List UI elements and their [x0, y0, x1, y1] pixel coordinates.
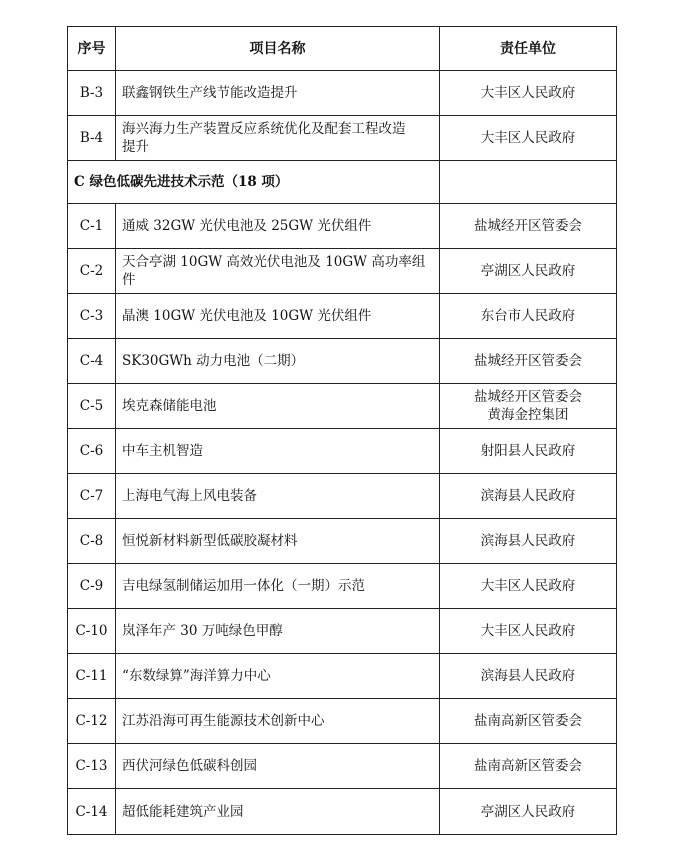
row-project-name: 超低能耗建筑产业园: [116, 789, 440, 834]
row-project-name: 西伏河绿色低碳科创园: [116, 744, 440, 788]
row-unit: 射阳县人民政府: [440, 429, 617, 473]
table-row: [68, 429, 617, 474]
row-unit-line1: 盐城经开区管委会: [474, 389, 582, 405]
row-serial: C-6: [68, 429, 116, 473]
row-project-name: 恒悦新材料新型低碳胶凝材料: [116, 519, 440, 563]
row-serial: C-10: [68, 609, 116, 653]
row-unit: 东台市人民政府: [440, 294, 617, 338]
header-responsible-unit: 责任单位: [440, 27, 617, 70]
table-row: [68, 789, 617, 835]
section-row-c: [68, 161, 617, 204]
table-row: [68, 699, 617, 744]
row-serial: C-12: [68, 699, 116, 743]
table-row: [68, 294, 617, 339]
table-row: [68, 204, 617, 249]
header-serial-number: 序号: [68, 27, 116, 70]
section-title: C 绿色低碳先进技术示范（18 项）: [68, 161, 440, 203]
row-unit: 盐南高新区管委会: [440, 699, 617, 743]
row-serial: C-11: [68, 654, 116, 698]
row-unit: 大丰区人民政府: [440, 71, 617, 115]
row-serial: C-13: [68, 744, 116, 788]
row-unit: 大丰区人民政府: [440, 609, 617, 653]
row-project-name: 上海电气海上风电装备: [116, 474, 440, 518]
row-project-name: 通威 32GW 光伏电池及 25GW 光伏组件: [116, 204, 440, 248]
row-serial: B-4: [68, 116, 116, 160]
table-header-row: [68, 27, 617, 71]
table-row: [68, 654, 617, 699]
row-serial: C-2: [68, 249, 116, 293]
row-unit: 盐城经开区管委会: [440, 339, 617, 383]
table-row: [68, 519, 617, 564]
row-serial: C-3: [68, 294, 116, 338]
row-project-name-line2: 提升: [122, 139, 149, 155]
table-row: [68, 474, 617, 519]
row-serial: B-3: [68, 71, 116, 115]
row-project-name: SK30GWh 动力电池（二期）: [116, 339, 440, 383]
row-unit: 滨海县人民政府: [440, 474, 617, 518]
row-serial: C-7: [68, 474, 116, 518]
row-unit: 大丰区人民政府: [440, 116, 617, 160]
row-project-name: 晶澳 10GW 光伏电池及 10GW 光伏组件: [116, 294, 440, 338]
row-unit: [440, 384, 617, 428]
table-row: [68, 116, 617, 161]
row-serial: C-1: [68, 204, 116, 248]
row-unit: 盐南高新区管委会: [440, 744, 617, 788]
table-row: [68, 384, 617, 429]
row-serial: C-8: [68, 519, 116, 563]
table-row: [68, 339, 617, 384]
row-project-name: 江苏沿海可再生能源技术创新中心: [116, 699, 440, 743]
table-row: [68, 609, 617, 654]
row-unit: 盐城经开区管委会: [440, 204, 617, 248]
row-project-name: 中车主机智造: [116, 429, 440, 473]
row-serial: C-9: [68, 564, 116, 608]
table-row: [68, 744, 617, 789]
row-serial: C-14: [68, 789, 116, 834]
row-unit: 滨海县人民政府: [440, 519, 617, 563]
row-project-name-line1: 海兴海力生产装置反应系统优化及配套工程改造: [122, 121, 406, 137]
row-unit-line2: 黄海金控集团: [487, 407, 569, 423]
header-project-name: 项目名称: [116, 27, 440, 70]
row-unit: 大丰区人民政府: [440, 564, 617, 608]
row-project-name: [116, 116, 440, 160]
row-project-name: 吉电绿氢制储运加用一体化（一期）示范: [116, 564, 440, 608]
project-table: [67, 26, 617, 835]
row-project-name: “东数绿算”海洋算力中心: [116, 654, 440, 698]
row-unit: 亭湖区人民政府: [440, 249, 617, 293]
row-serial: C-4: [68, 339, 116, 383]
row-unit: 亭湖区人民政府: [440, 789, 617, 834]
table-row: [68, 71, 617, 116]
row-project-name: 岚泽年产 30 万吨绿色甲醇: [116, 609, 440, 653]
table-row: [68, 249, 617, 294]
row-project-name: 联鑫钢铁生产线节能改造提升: [116, 71, 440, 115]
row-unit: 滨海县人民政府: [440, 654, 617, 698]
row-project-name: 埃克森储能电池: [116, 384, 440, 428]
row-project-name: 天合亭湖 10GW 高效光伏电池及 10GW 高功率组件: [116, 249, 440, 293]
row-serial: C-5: [68, 384, 116, 428]
table-row: [68, 564, 617, 609]
section-empty-cell: [440, 161, 617, 203]
